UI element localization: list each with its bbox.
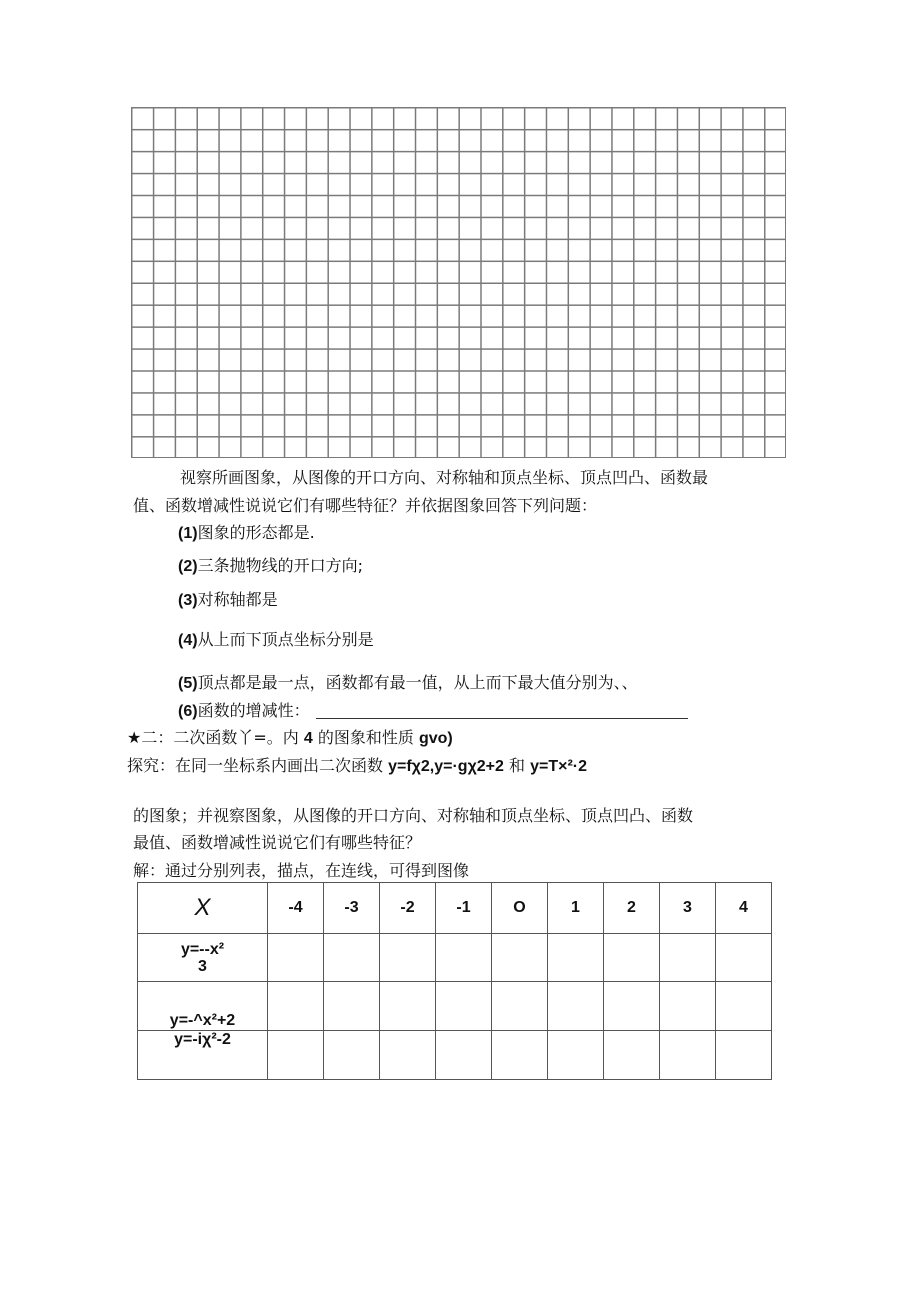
cell[interactable] bbox=[268, 934, 324, 982]
solution-line: 解：通过分别列表，描点，在连线，可得到图像 bbox=[133, 861, 470, 880]
cell[interactable] bbox=[604, 1031, 660, 1080]
cell[interactable] bbox=[548, 982, 604, 1031]
explore-and: 和 bbox=[503, 756, 531, 775]
x-value: O bbox=[492, 883, 548, 934]
x-value: -1 bbox=[436, 883, 492, 934]
cell[interactable] bbox=[492, 1031, 548, 1080]
explore-line bbox=[127, 756, 587, 777]
x-value: 3 bbox=[660, 883, 716, 934]
cell[interactable] bbox=[436, 1031, 492, 1080]
cell[interactable] bbox=[660, 982, 716, 1031]
cell[interactable] bbox=[324, 1031, 380, 1080]
cell[interactable] bbox=[324, 934, 380, 982]
row-label: y=-^x²+2 bbox=[138, 982, 268, 1031]
table-row bbox=[138, 982, 772, 1031]
x-value: 4 bbox=[716, 883, 772, 934]
q-num: (5) bbox=[178, 675, 198, 692]
q-num: (3) bbox=[178, 592, 198, 609]
x-value: -3 bbox=[324, 883, 380, 934]
question-2 bbox=[178, 556, 363, 577]
q-text: 图象的形态都是. bbox=[197, 523, 315, 542]
question-4 bbox=[178, 630, 374, 651]
cell[interactable] bbox=[660, 1031, 716, 1080]
intro-line-2: 值、函数增减性说说它们有哪些特征？并依据图象回答下列问题： bbox=[133, 496, 598, 515]
section-text: 的图象和性质 bbox=[312, 728, 419, 747]
cell[interactable] bbox=[716, 1031, 772, 1080]
cell[interactable] bbox=[492, 982, 548, 1031]
cell[interactable] bbox=[436, 982, 492, 1031]
q-text: 从上而下顶点坐标分别是 bbox=[197, 630, 374, 649]
x-value: 2 bbox=[604, 883, 660, 934]
intro-line-1: 视察所画图象，从图像的开口方向、对称轴和顶点坐标、顶点凹凸、函数最 bbox=[180, 468, 709, 487]
q-num: (1) bbox=[178, 525, 198, 542]
table-row bbox=[138, 1031, 772, 1080]
section-num: 4 bbox=[303, 730, 313, 747]
question-6 bbox=[178, 701, 688, 722]
table-header-row bbox=[138, 883, 772, 934]
q-num: (4) bbox=[178, 632, 198, 649]
section-tail: gvo) bbox=[418, 730, 453, 747]
value-table bbox=[137, 882, 772, 1080]
explore-line-2: 的图象；并视察图象，从图像的开口方向、对称轴和顶点坐标、顶点凹凸、函数 bbox=[133, 806, 694, 825]
section-heading bbox=[127, 728, 453, 749]
q-text: 函数的增减性： bbox=[197, 701, 310, 720]
cell[interactable] bbox=[604, 982, 660, 1031]
cell[interactable] bbox=[436, 934, 492, 982]
row-label: y=-iχ²-2 bbox=[138, 1031, 268, 1080]
q-text: 对称轴都是 bbox=[197, 590, 278, 609]
q-num: (6) bbox=[178, 703, 198, 720]
explore-line-3: 最值、函数增减性说说它们有哪些特征？ bbox=[133, 833, 422, 852]
graph-grid bbox=[131, 107, 786, 458]
star-icon: ★ bbox=[127, 728, 142, 747]
cell[interactable] bbox=[548, 1031, 604, 1080]
formula-2: y=T×²·2 bbox=[530, 758, 588, 775]
question-1 bbox=[178, 523, 315, 544]
x-value: -4 bbox=[268, 883, 324, 934]
cell[interactable] bbox=[492, 934, 548, 982]
cell[interactable] bbox=[604, 934, 660, 982]
cell[interactable] bbox=[268, 1031, 324, 1080]
x-value: -2 bbox=[380, 883, 436, 934]
cell[interactable] bbox=[268, 982, 324, 1031]
cell[interactable] bbox=[324, 982, 380, 1031]
q-text: 三条抛物线的开口方向; bbox=[197, 556, 363, 575]
cell[interactable] bbox=[548, 934, 604, 982]
question-5 bbox=[178, 673, 638, 694]
header-x: X bbox=[138, 883, 268, 934]
table-row bbox=[138, 934, 772, 982]
x-value: 1 bbox=[548, 883, 604, 934]
cell[interactable] bbox=[380, 934, 436, 982]
section-text: 二：二次函数丫=。内 bbox=[141, 728, 304, 747]
formula-1: y=fχ2,y=·gχ2+2 bbox=[388, 758, 504, 775]
cell[interactable] bbox=[716, 982, 772, 1031]
question-3 bbox=[178, 590, 278, 611]
cell[interactable] bbox=[380, 1031, 436, 1080]
q-num: (2) bbox=[178, 558, 198, 575]
explore-text: 探究：在同一坐标系内画出二次函数 bbox=[127, 756, 389, 775]
cell[interactable] bbox=[716, 934, 772, 982]
cell[interactable] bbox=[380, 982, 436, 1031]
cell[interactable] bbox=[660, 934, 716, 982]
answer-blank[interactable] bbox=[316, 704, 688, 719]
q-text: 顶点都是最一点，函数都有最一值，从上而下最大值分别为、、 bbox=[197, 673, 638, 692]
row-label: y=--x² 3 bbox=[138, 934, 268, 982]
